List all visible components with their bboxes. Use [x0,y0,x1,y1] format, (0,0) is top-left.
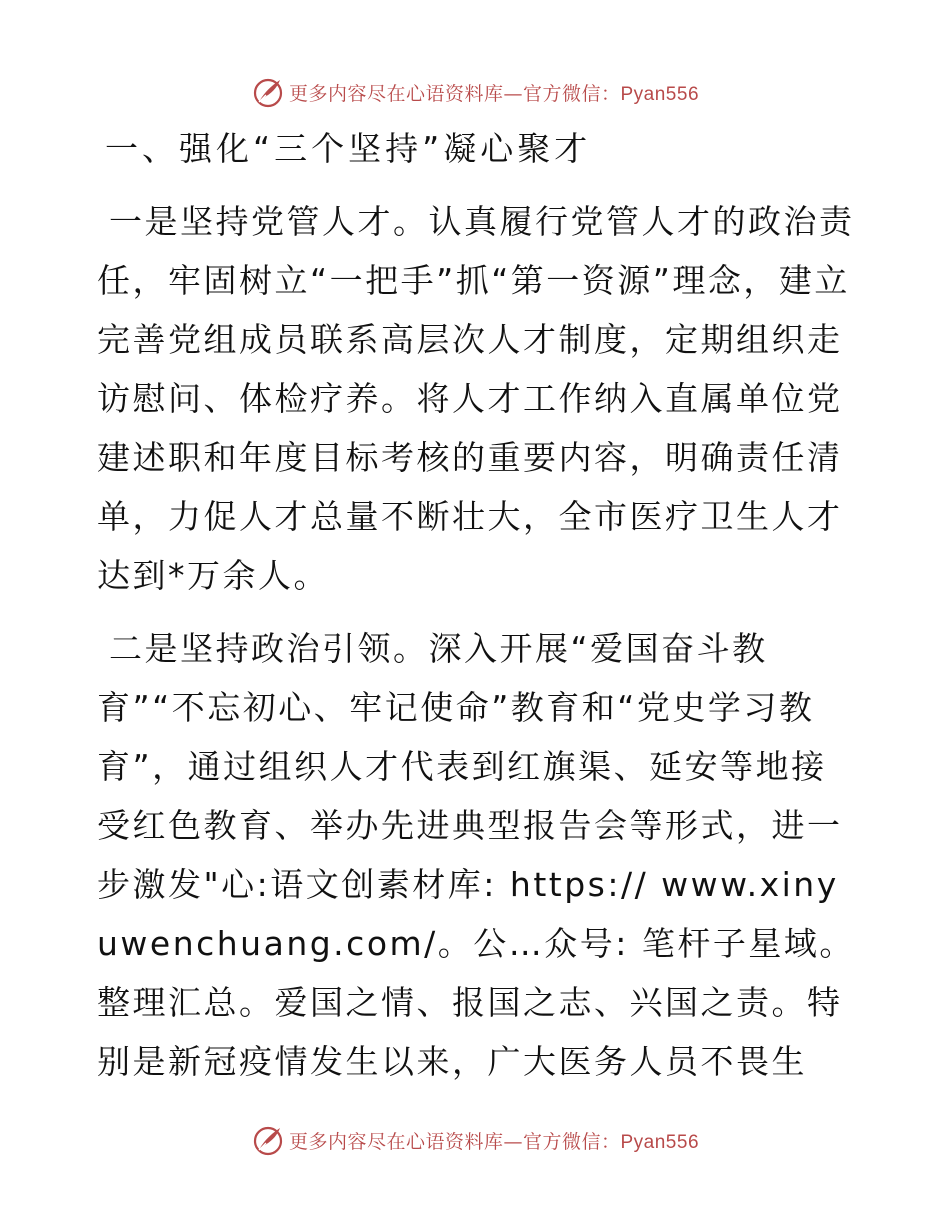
section-heading: 一、强化“三个坚持”凝心聚才 [105,129,592,168]
wechat-id: Pyan556 [620,83,700,105]
document-body [97,120,857,1091]
footer-banner [0,1120,950,1160]
header-banner [0,72,950,112]
paragraph: 二是坚持政治引领。深入开展“爱国奋斗教育”“不忘初心、牢记使命”教育和“党史学习教育”，通过组织人才代表到红旗渠、延安等地接受红色教育、举办先进典型报告会等形式，进一步激发"心:语文创素材库: https:// www.xinyuwenchuang.com/。公…众号: 笔杆子星域。整理汇总。爱国之情、报国之志、兴国之责。特别是新冠疫情发生以来，广大医务人员不畏生 [97,629,855,1081]
wechat-id: Pyan556 [620,1131,700,1153]
banner-text: 更多内容尽在心语资料库—官方微信：Pyan556 [288,82,700,105]
paragraph: 一是坚持党管人才。认真履行党管人才的政治责任，牢固树立“一把手”抓“第一资源”理念，建立完善党组成员联系高层次人才制度，定期组织走访慰问、体检疗养。将人才工作纳入直属单位党建述职和年度目标考核的重要内容，明确责任清单，力促人才总量不断壮大，全市医疗卫生人才达到*万余人。 [97,202,855,595]
quill-circle-icon [251,1123,285,1157]
banner-text: 更多内容尽在心语资料库—官方微信：Pyan556 [288,1130,700,1153]
quill-circle-icon [251,75,285,109]
